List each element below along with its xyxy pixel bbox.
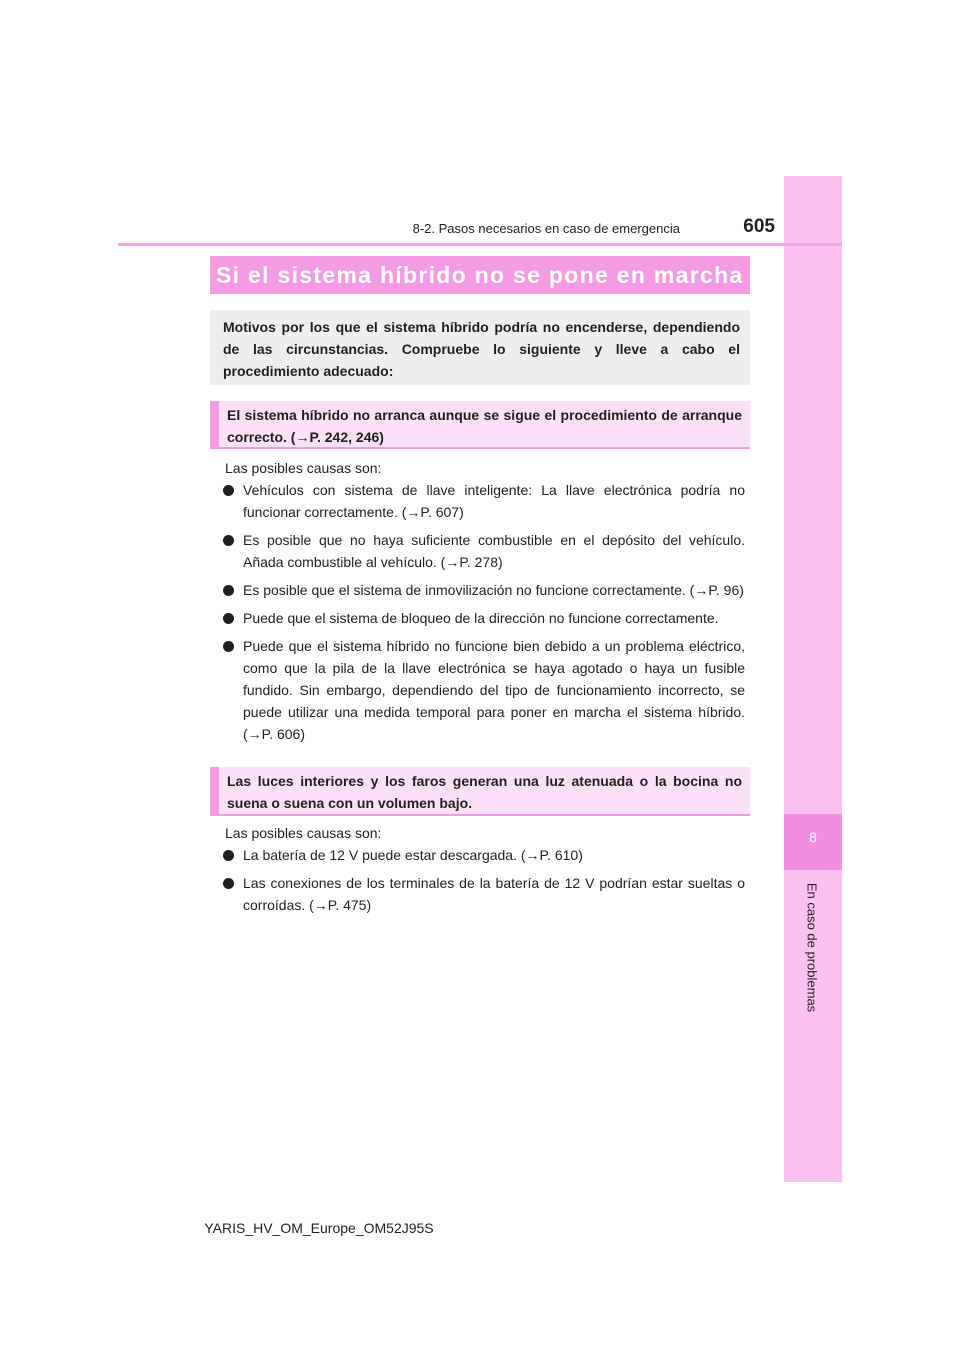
section-2-bullet-list — [223, 844, 745, 922]
section-heading-2-text: Las luces interiores y los faros generan una luz atenuada o la bocina no suena o suena con un volumen bajo. — [227, 773, 742, 811]
list-item — [223, 607, 745, 629]
section-heading-2 — [210, 767, 750, 816]
section-1-bullet-list — [223, 479, 745, 751]
list-item — [223, 635, 745, 745]
bullet-icon — [223, 585, 234, 596]
intro-text: Motivos por los que el sistema híbrido podría no encenderse, dependiendo de las circunstancias. Compruebe lo siguiente y lleve a cabo el procedimiento adecuado: — [223, 319, 740, 379]
list-item — [223, 844, 745, 866]
list-item-text: Vehículos con sistema de llave inteligente: La llave electrónica podría no funcionar correctamente. (→P. 607) — [243, 482, 745, 520]
section-2-lead: Las posibles causas son: — [225, 825, 382, 841]
list-item-text: Es posible que no haya suficiente combustible en el depósito del vehículo. Añada combustible al vehículo. (→P. 278) — [243, 532, 745, 570]
document-id: YARIS_HV_OM_Europe_OM52J95S — [204, 1220, 434, 1236]
list-item-text: La batería de 12 V puede estar descargada. (→P. 610) — [243, 847, 583, 863]
bullet-icon — [223, 641, 234, 652]
list-item-text: Puede que el sistema de bloqueo de la dirección no funcione correctamente. — [243, 610, 719, 626]
section-1-lead: Las posibles causas son: — [225, 460, 382, 476]
bullet-icon — [223, 535, 234, 546]
intro-box — [210, 310, 750, 385]
header-rule — [118, 243, 842, 246]
bullet-icon — [223, 485, 234, 496]
bullet-icon — [223, 613, 234, 624]
list-item-text: Las conexiones de los terminales de la batería de 12 V podrían estar sueltas o corroídas. (→P. 475) — [243, 875, 745, 913]
page-number: 605 — [743, 216, 775, 237]
section-heading-1-text: El sistema híbrido no arranca aunque se sigue el procedimiento de arranque correcto. (→P. 242, 246) — [227, 407, 742, 445]
list-item — [223, 579, 745, 601]
list-item — [223, 479, 745, 523]
bullet-icon — [223, 878, 234, 889]
list-item — [223, 529, 745, 573]
section-heading-1 — [210, 401, 750, 449]
list-item-text: Es posible que el sistema de inmovilización no funcione correctamente. (→P. 96) — [243, 582, 744, 598]
list-item-text: Puede que el sistema híbrido no funcione bien debido a un problema eléctrico, como que la pila de la llave electrónica se haya agotado o haya un fusible fundido. Sin embargo, dependiendo del tipo de funcionamiento incorrecto, se puede utilizar una medida temporal para poner en marcha el sistema híbrido. (→P. 606) — [243, 638, 745, 742]
list-item — [223, 872, 745, 916]
bullet-icon — [223, 850, 234, 861]
page-title: Si el sistema híbrido no se pone en marcha — [210, 256, 750, 294]
chapter-number: 8 — [809, 829, 817, 845]
chapter-side-tab — [784, 176, 842, 1182]
running-header: 8-2. Pasos necesarios en caso de emergencia — [412, 221, 680, 236]
chapter-title: En caso de problemas — [804, 882, 820, 1013]
